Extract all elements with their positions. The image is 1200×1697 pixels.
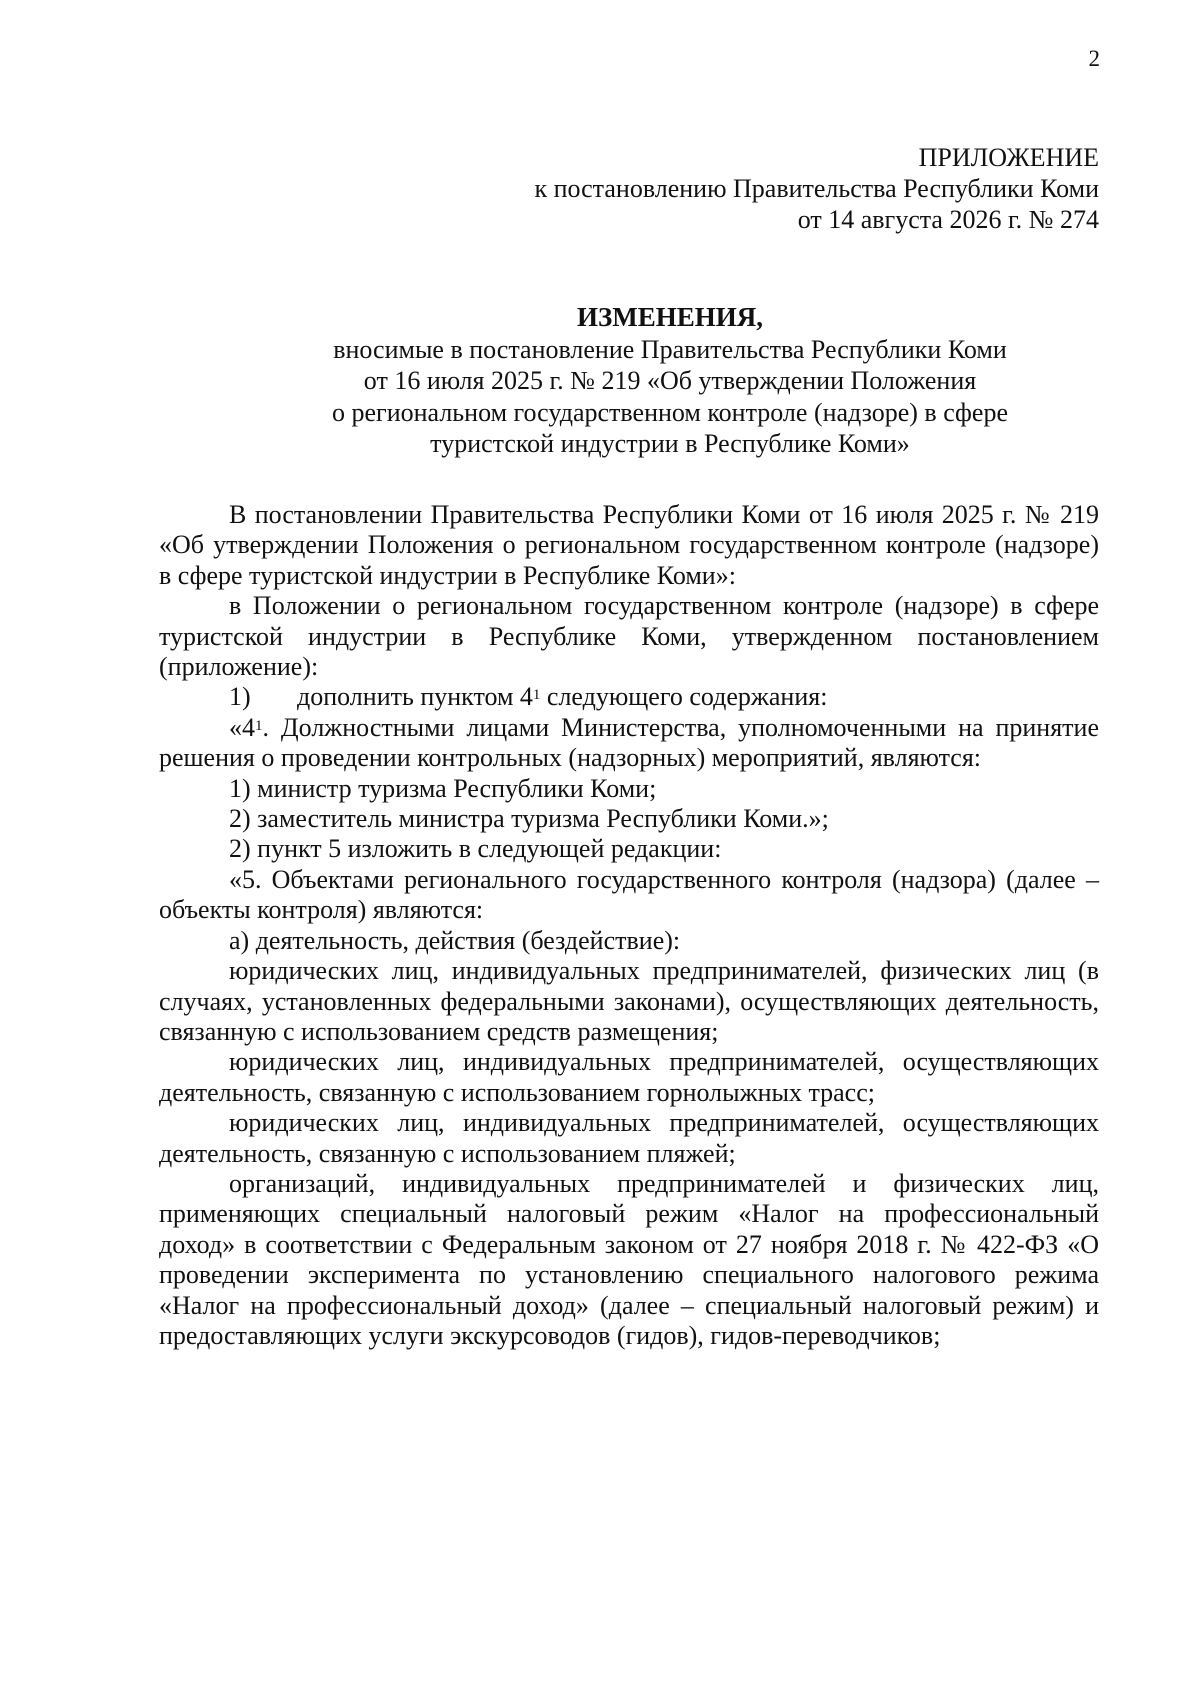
clause-5-a-1: юридических лиц, индивидуальных предпринимателей, физических лиц (в случаях, установленных федеральными законами), осуществляющих деятельность, связанную с использованием средств размещения; bbox=[159, 956, 1099, 1046]
title-line-3: о региональном государственном контроле (надзоре) в сфере bbox=[332, 397, 1008, 427]
item-1-text-before: дополнить пунктом 4 bbox=[297, 682, 533, 712]
document-body bbox=[159, 500, 1099, 1351]
regulation-paragraph: в Положении о региональном государственном контроле (надзоре) в сфере туристской индустрии в Республике Коми, утвержденном постановлением (приложение): bbox=[159, 591, 1099, 682]
clause-5-a-3: юридических лиц, индивидуальных предпринимателей, осуществляющих деятельность, связанную с использованием пляжей; bbox=[159, 1108, 1099, 1168]
clause-4-1-sub-1: 1) министр туризма Республики Коми; bbox=[229, 773, 657, 803]
page-number: 2 bbox=[1088, 46, 1100, 71]
clause-5-a-2: юридических лиц, индивидуальных предпринимателей, осуществляющих деятельность, связанную с использованием горнолыжных трасс; bbox=[159, 1047, 1099, 1107]
appendix-header bbox=[300, 142, 1099, 235]
item-2: 2) пункт 5 изложить в следующей редакции: bbox=[229, 834, 722, 864]
item-1-number: 1) bbox=[229, 682, 251, 712]
clause-4-1-prefix: «4 bbox=[229, 712, 255, 742]
clause-4-1-sub-2: 2) заместитель министра туризма Республики Коми.»; bbox=[229, 804, 829, 834]
item-1-superscript: 1 bbox=[532, 687, 541, 704]
title-line-4: туристской индустрии в Республике Коми» bbox=[430, 429, 910, 458]
item-1-text-after: следующего содержания: bbox=[540, 682, 828, 712]
appendix-reference: к постановлению Правительства Республики Коми bbox=[534, 174, 1099, 203]
clause-5: «5. Объектами регионального государственного контроля (надзора) (далее – объекты контроля) являются: bbox=[159, 864, 1099, 925]
clause-5-a: а) деятельность, действия (бездействие): bbox=[229, 925, 681, 955]
title-line-2: от 16 июля 2025 г. № 219 «Об утверждении Положения bbox=[363, 366, 977, 395]
document-title: ИЗМЕНЕНИЯ, bbox=[576, 302, 763, 332]
clause-4-1-superscript: 1 bbox=[255, 717, 263, 734]
intro-paragraph: В постановлении Правительства Республики Коми от 16 июля 2025 г. № 219 «Об утверждении Положения о региональном государственном контроле (надзоре) в сфере туристской индустрии в Республике Коми»: bbox=[159, 500, 1099, 590]
appendix-label: ПРИЛОЖЕНИЕ bbox=[918, 143, 1099, 172]
appendix-date-number: от 14 августа 2026 г. № 274 bbox=[797, 205, 1099, 234]
clause-4-1-text: . Должностными лицами Министерства, уполномоченными на принятие решения о проведении контрольных (надзорных) мероприятий, являются: bbox=[159, 712, 1099, 773]
clause-4-1 bbox=[159, 713, 1099, 774]
item-1 bbox=[159, 682, 1099, 712]
title-line-1: вносимые в постановление Правительства Республики Коми bbox=[333, 334, 1007, 364]
document-title-block bbox=[140, 302, 1200, 460]
clause-5-a-4: организаций, индивидуальных предпринимателей и физических лиц, применяющих специальный налоговый режим «Налог на профессиональный доход» в соответствии с Федеральным законом от 27 ноября 2018 г. № 422-ФЗ «О проведении эксперимента по установлению специального налогового режима «Налог на профессиональный доход» (далее – специальный налоговый режим) и предоставляющих услуги экскурсоводов (гидов), гидов-переводчиков; bbox=[159, 1168, 1099, 1350]
